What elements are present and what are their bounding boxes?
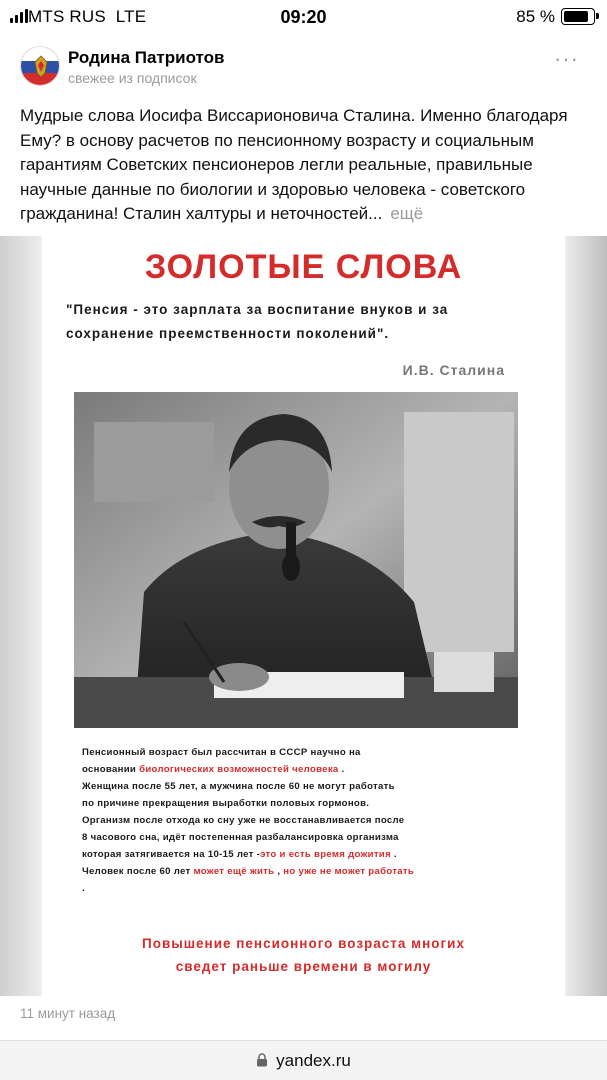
more-link[interactable]: ещё: [390, 204, 424, 223]
url-display[interactable]: [0, 1051, 607, 1072]
portrait-photo: [74, 392, 518, 728]
poster-title: ЗОЛОТЫЕ СЛОВА: [144, 248, 463, 286]
poster-author: И.В. Сталина: [402, 362, 505, 378]
status-bar: [0, 0, 607, 34]
poster-body-line: по причине прекращения выработки половых гормонов.: [82, 798, 370, 809]
lock-icon: [256, 1052, 268, 1072]
poster-body: [82, 744, 532, 897]
post-image[interactable]: [0, 236, 607, 996]
poster-body-line: которая затягивается на 10-15 лет -это и есть время дожития .: [82, 849, 397, 860]
poster-footer: Повышение пенсионного возраста многих сведет раньше времени в могилу: [142, 936, 465, 974]
url-text: yandex.ru: [276, 1051, 351, 1070]
poster-body-line: Организм после отхода ко сну уже не восстанавливается после: [82, 815, 405, 826]
post-text: [20, 104, 590, 227]
post-header: [0, 38, 607, 94]
clock: 09:20: [280, 7, 327, 27]
channel-subtitle: свежее из подписок: [68, 70, 197, 86]
poster-body-line: Пенсионный возраст был рассчитан в СССР научно на: [82, 747, 361, 758]
carrier-label: MTS RUS LTE: [28, 7, 147, 26]
more-dots-icon[interactable]: ···: [554, 46, 579, 71]
poster-body-line: .: [82, 883, 85, 894]
battery-icon: [561, 8, 595, 25]
poster-body-line: 8 часового сна, идёт постепенная разбалансировка организма: [82, 832, 399, 843]
channel-avatar[interactable]: [20, 46, 60, 86]
post-timestamp: 11 минут назад: [20, 1006, 116, 1021]
battery-percent: 85 %: [516, 7, 555, 26]
poster-body-line: основании биологических возможностей человека .: [82, 764, 345, 775]
post-body: Мудрые слова Иосифа Виссарионовича Сталина. Именно благодаря Ему? в основу расчетов по пенсионному возрасту и социальным гарантиям Советских пенсионеров легли реальные, правильные научные данные по биологии и здоровью человека - советского гражданина! Сталин халтуры и неточностей...: [20, 106, 568, 223]
browser-address-bar[interactable]: [0, 1040, 607, 1080]
poster-quote: "Пенсия - это зарплата за воспитание внуков и за сохранение преемственности поколений".: [66, 302, 449, 341]
poster-body-line: Женщина после 55 лет, а мужчина после 60 не могут работать: [82, 781, 395, 792]
channel-name[interactable]: Родина Патриотов: [68, 48, 225, 67]
poster: [42, 236, 565, 996]
poster-body-line: Человек после 60 лет может ещё жить , но уже не может работать: [82, 866, 415, 877]
